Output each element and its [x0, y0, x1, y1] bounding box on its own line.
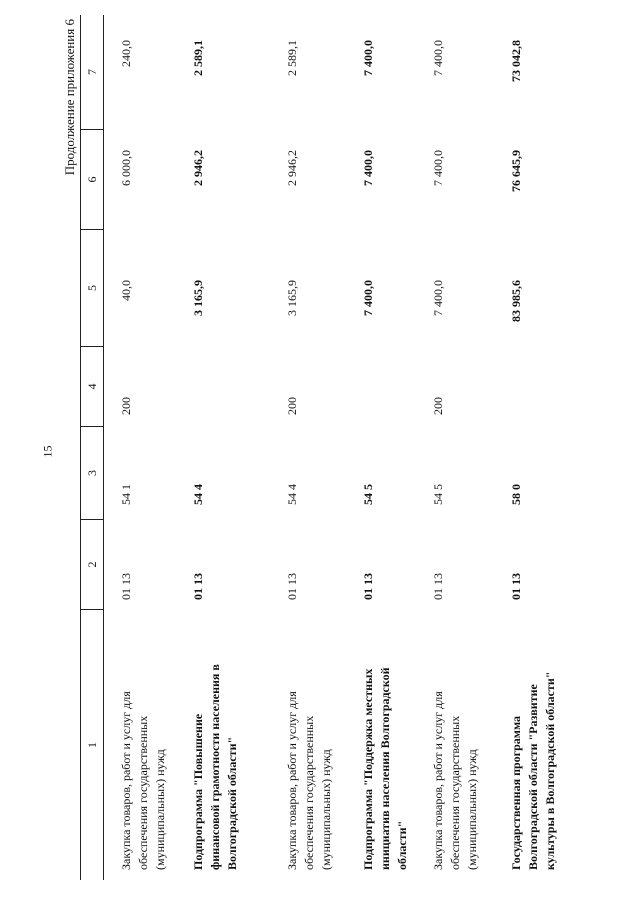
header-col-2: 2 [81, 520, 103, 610]
row-col-2: 01 13 [509, 573, 523, 600]
row-col-4: 200 [119, 397, 133, 415]
row-col-7: 2 589,1 [191, 40, 205, 76]
row-col-4: 200 [431, 397, 445, 415]
row-col-6: 7 400,0 [361, 150, 375, 186]
row-col-3: 54 4 [285, 484, 299, 505]
row-col-2: 01 13 [361, 573, 375, 600]
row-col-5: 7 400,0 [361, 280, 375, 316]
row-col-3: 54 4 [191, 484, 205, 505]
rotated-page-content [60, 15, 620, 880]
row-col-2: 01 13 [191, 573, 205, 600]
header-col-4: 4 [81, 347, 103, 427]
page-number: 15 [40, 445, 55, 458]
row-col-6: 2 946,2 [191, 150, 205, 186]
row-col-4: 200 [285, 397, 299, 415]
row-col-5: 40,0 [119, 280, 133, 301]
row-col-3: 58 0 [509, 484, 523, 505]
row-col-2: 01 13 [431, 573, 445, 600]
row-col-5: 3 165,9 [285, 280, 299, 316]
row-col-3: 54 5 [361, 484, 375, 505]
row-name: Государственная программа Волгоградской области "Развитие культуры в Волгоградской области" [509, 671, 557, 870]
header-col-7: 7 [81, 15, 103, 130]
table-header [80, 15, 104, 880]
row-col-6: 2 946,2 [285, 150, 299, 186]
row-col-5: 83 985,6 [509, 280, 523, 322]
row-col-2: 01 13 [119, 573, 133, 600]
row-col-6: 76 645,9 [509, 150, 523, 192]
continuation-label: Продолжение приложения 6 [62, 19, 77, 176]
row-name: Подпрограмма "Поддержка местных инициатив населения Волгоградской области" [361, 667, 409, 870]
row-col-6: 7 400,0 [431, 150, 445, 186]
row-col-7: 7 400,0 [361, 40, 375, 76]
row-name: Закупка товаров, работ и услуг для обеспечения государственных (муниципальных) нужд [431, 691, 479, 870]
row-name: Закупка товаров, работ и услуг для обеспечения государственных (муниципальных) нужд [119, 691, 167, 870]
row-col-7: 2 589,1 [285, 40, 299, 76]
row-col-5: 7 400,0 [431, 280, 445, 316]
row-col-7: 73 042,8 [509, 40, 523, 82]
row-col-3: 54 1 [119, 484, 133, 505]
row-name: Подпрограмма "Повышение финансовой грамотности населения в Волгоградской области" [191, 664, 239, 870]
header-col-5: 5 [81, 230, 103, 347]
header-col-6: 6 [81, 130, 103, 230]
row-col-7: 7 400,0 [431, 40, 445, 76]
row-col-7: 240,0 [119, 40, 133, 67]
row-name: Закупка товаров, работ и услуг для обеспечения государственных (муниципальных) нужд [285, 691, 333, 870]
row-col-5: 3 165,9 [191, 280, 205, 316]
row-col-2: 01 13 [285, 573, 299, 600]
row-col-3: 54 5 [431, 484, 445, 505]
row-col-6: 6 000,0 [119, 150, 133, 186]
header-col-3: 3 [81, 427, 103, 520]
header-col-1: 1 [85, 742, 99, 748]
